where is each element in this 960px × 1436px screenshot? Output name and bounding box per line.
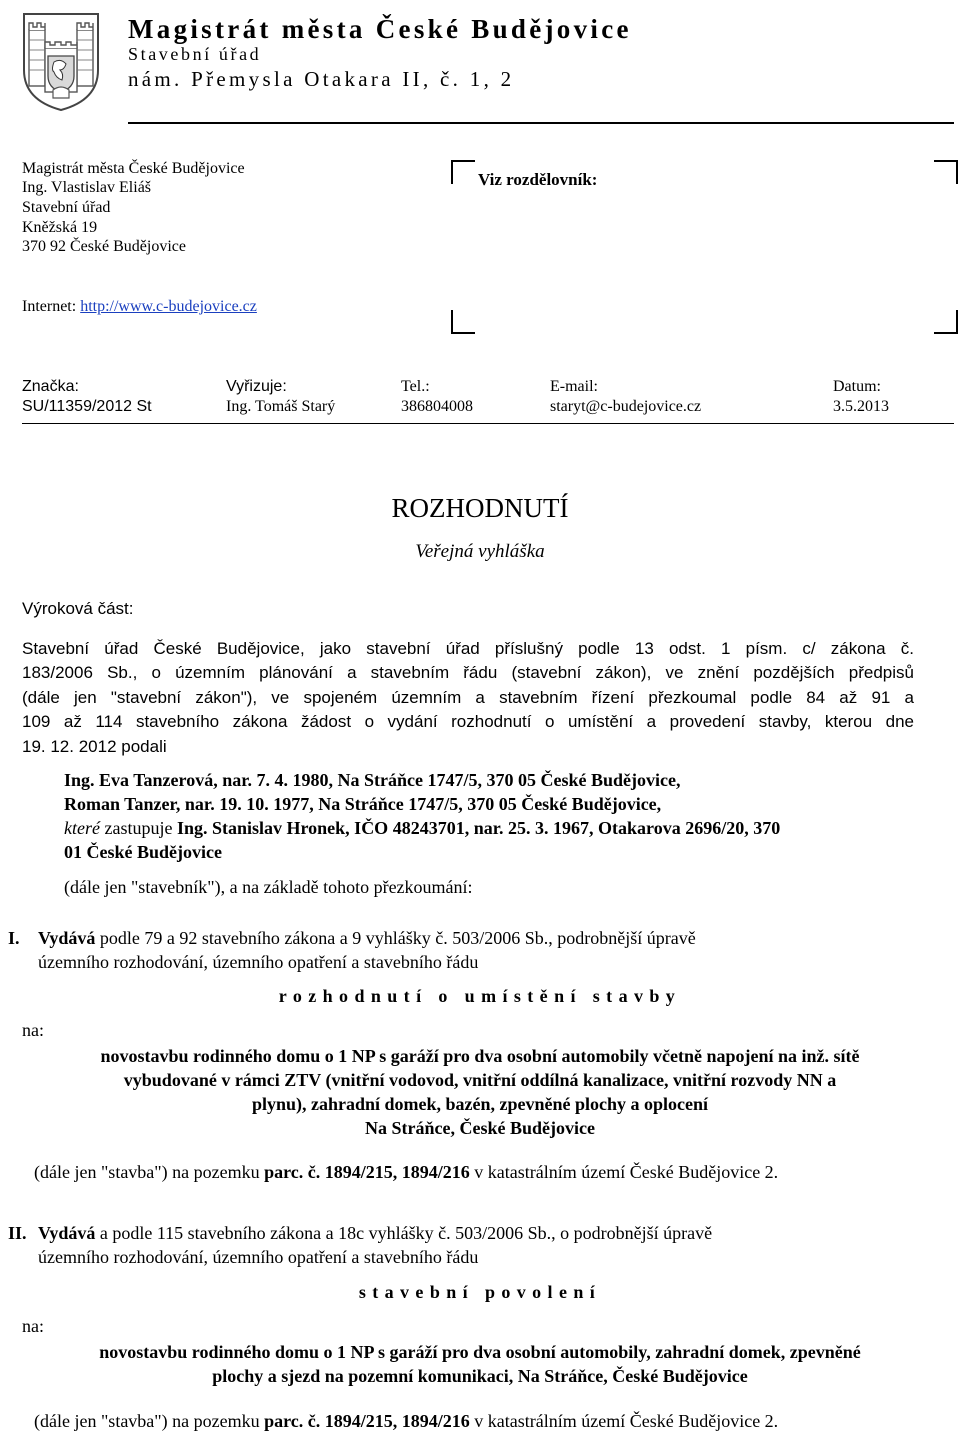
part2-subject-line: plochy a sjezd na pozemní komunikaci, Na Stráňce, České Budějovice	[212, 1366, 748, 1386]
part1-numeral: I.	[8, 928, 20, 948]
part1-parcel-numbers: parc. č. 1894/215, 1894/216	[264, 1162, 470, 1182]
meta-label-reference: Značka:	[22, 378, 79, 395]
part1-subject-line: vybudované v rámci ZTV (vnitřní vodovod, vnitřní oddílná kanalizace, vnitřní rozvody NN a	[123, 1070, 837, 1090]
internet-row	[22, 298, 257, 316]
part2-line1	[38, 1223, 712, 1244]
part1-line1	[38, 928, 696, 949]
applicant-1: Ing. Eva Tanzerová, nar. 7. 4. 1980, Na Stráňce 1747/5, 370 05 České Budějovice,	[64, 770, 681, 790]
meta-divider	[22, 423, 954, 424]
intro-line: (dále jen "stavební zákon"), ve spojeném územním a stavebním řízení přezkoumal podle 84 až 91 a	[22, 687, 914, 707]
meta-value-handler: Ing. Tomáš Starý	[226, 398, 336, 415]
intro-paragraph	[22, 637, 914, 759]
part2-parcel-numbers: parc. č. 1894/215, 1894/216	[264, 1411, 470, 1431]
part1-subject-line: novostavbu rodinného domu o 1 NP s garáží pro dva osobní automobily včetně napojení na inž. sítě	[100, 1046, 860, 1066]
part1-parcel-post: v katastrálním území České Budějovice 2.	[469, 1162, 779, 1182]
part2-text: a podle 115 stavebního zákona a 18c vyhlášky č. 503/2006 Sb., o podrobnější úpravě	[95, 1223, 713, 1243]
representative-row	[64, 818, 780, 839]
window-corner-top-right	[934, 160, 958, 184]
represented-word: které	[64, 818, 100, 838]
part1-verb: Vydává	[38, 928, 96, 948]
part2-verb: Vydává	[38, 1223, 96, 1243]
applicant-2: Roman Tanzer, nar. 19. 10. 1977, Na Stráňce 1747/5, 370 05 České Budějovice,	[64, 794, 662, 814]
office-name: Stavební úřad	[128, 44, 262, 64]
representative-city: 01 České Budějovice	[64, 842, 222, 862]
part2-line2: územního rozhodování, územního opatření a stavebního řádu	[38, 1247, 479, 1267]
part1-parcel-pre: (dále jen "stavba") na pozemku	[34, 1162, 265, 1182]
sender-line: Magistrát města České Budějovice	[22, 160, 245, 177]
document-title: ROZHODNUTÍ	[391, 493, 569, 523]
meta-label-date: Datum:	[833, 378, 881, 395]
meta-value-email: staryt@c-budejovice.cz	[550, 398, 702, 415]
internet-link[interactable]: http://www.c-budejovice.cz	[80, 298, 257, 315]
part1-parcel	[34, 1162, 778, 1183]
part2-na-label: na:	[22, 1316, 44, 1336]
header-divider	[128, 122, 954, 124]
intro-line: 109 až 114 stavebního zákona žádost o vydání rozhodnutí o umístění a provedení stavby, kterou dne	[22, 712, 914, 732]
office-address: nám. Přemysla Otakara II, č. 1, 2	[128, 67, 515, 91]
sender-line: Ing. Vlastislav Eliáš	[22, 179, 152, 196]
representative-details: Ing. Stanislav Hronek, IČO 48243701, nar. 25. 3. 1967, Otakarova 2696/20, 370	[176, 818, 781, 838]
recipient-label: Viz rozdělovník:	[478, 170, 598, 189]
meta-label-phone: Tel.:	[401, 378, 430, 395]
document-subtitle: Veřejná vyhláška	[415, 541, 545, 562]
window-corner-bottom-left	[451, 310, 475, 334]
part2-parcel-pre: (dále jen "stavba") na pozemku	[34, 1411, 265, 1431]
represented-mid: zastupuje	[99, 818, 177, 838]
part1-text: podle 79 a 92 stavebního zákona a 9 vyhlášky č. 503/2006 Sb., podrobnější úpravě	[95, 928, 696, 948]
window-corner-top-left	[451, 160, 475, 184]
part2-subject-line: novostavbu rodinného domu o 1 NP s garáží pro dva osobní automobily, zahradní domek, zpevněné	[99, 1342, 861, 1362]
intro-line: 19. 12. 2012 podali	[22, 736, 167, 756]
intro-line: Stavební úřad České Budějovice, jako stavební úřad příslušný podle 13 odst. 1 písm. c/ zákona č.	[22, 639, 914, 658]
intro-line: 183/2006 Sb., o územním plánování a stavebním řádu (stavební zákon), ve znění pozdějších předpisů	[22, 663, 914, 683]
window-corner-bottom-right	[934, 310, 958, 334]
internet-label: Internet:	[22, 298, 77, 315]
city-coat-of-arms-logo	[20, 8, 102, 112]
meta-label-handler: Vyřizuje:	[226, 378, 287, 395]
part2-numeral: II.	[8, 1223, 27, 1243]
part1-line2: územního rozhodování, územního opatření a stavebního řádu	[38, 952, 479, 972]
meta-value-date: 3.5.2013	[833, 398, 889, 415]
sender-line: Stavební úřad	[22, 199, 111, 216]
meta-value-reference: SU/11359/2012 St	[22, 398, 152, 415]
section-heading: Výroková část:	[22, 599, 134, 618]
part2-parcel	[34, 1411, 778, 1432]
part2-parcel-post: v katastrálním území České Budějovice 2.	[469, 1411, 779, 1431]
institution-title: Magistrát města České Budějovice	[128, 14, 632, 44]
sender-line: Kněžská 19	[22, 219, 98, 236]
meta-label-email: E-mail:	[550, 378, 598, 395]
part1-subject-line: Na Stráňce, České Budějovice	[365, 1118, 595, 1138]
meta-value-phone: 386804008	[401, 398, 473, 415]
applicant-closing: (dále jen "stavebník"), a na základě tohoto přezkoumání:	[64, 877, 473, 897]
part1-subject-line: plynu), zahradní domek, bazén, zpevněné plochy a oplocení	[251, 1094, 709, 1114]
part2-decision-heading: stavební povolení	[358, 1282, 602, 1302]
part1-na-label: na:	[22, 1020, 44, 1040]
part1-decision-heading: rozhodnutí o umístění stavby	[278, 986, 682, 1006]
sender-line: 370 92 České Budějovice	[22, 238, 186, 255]
